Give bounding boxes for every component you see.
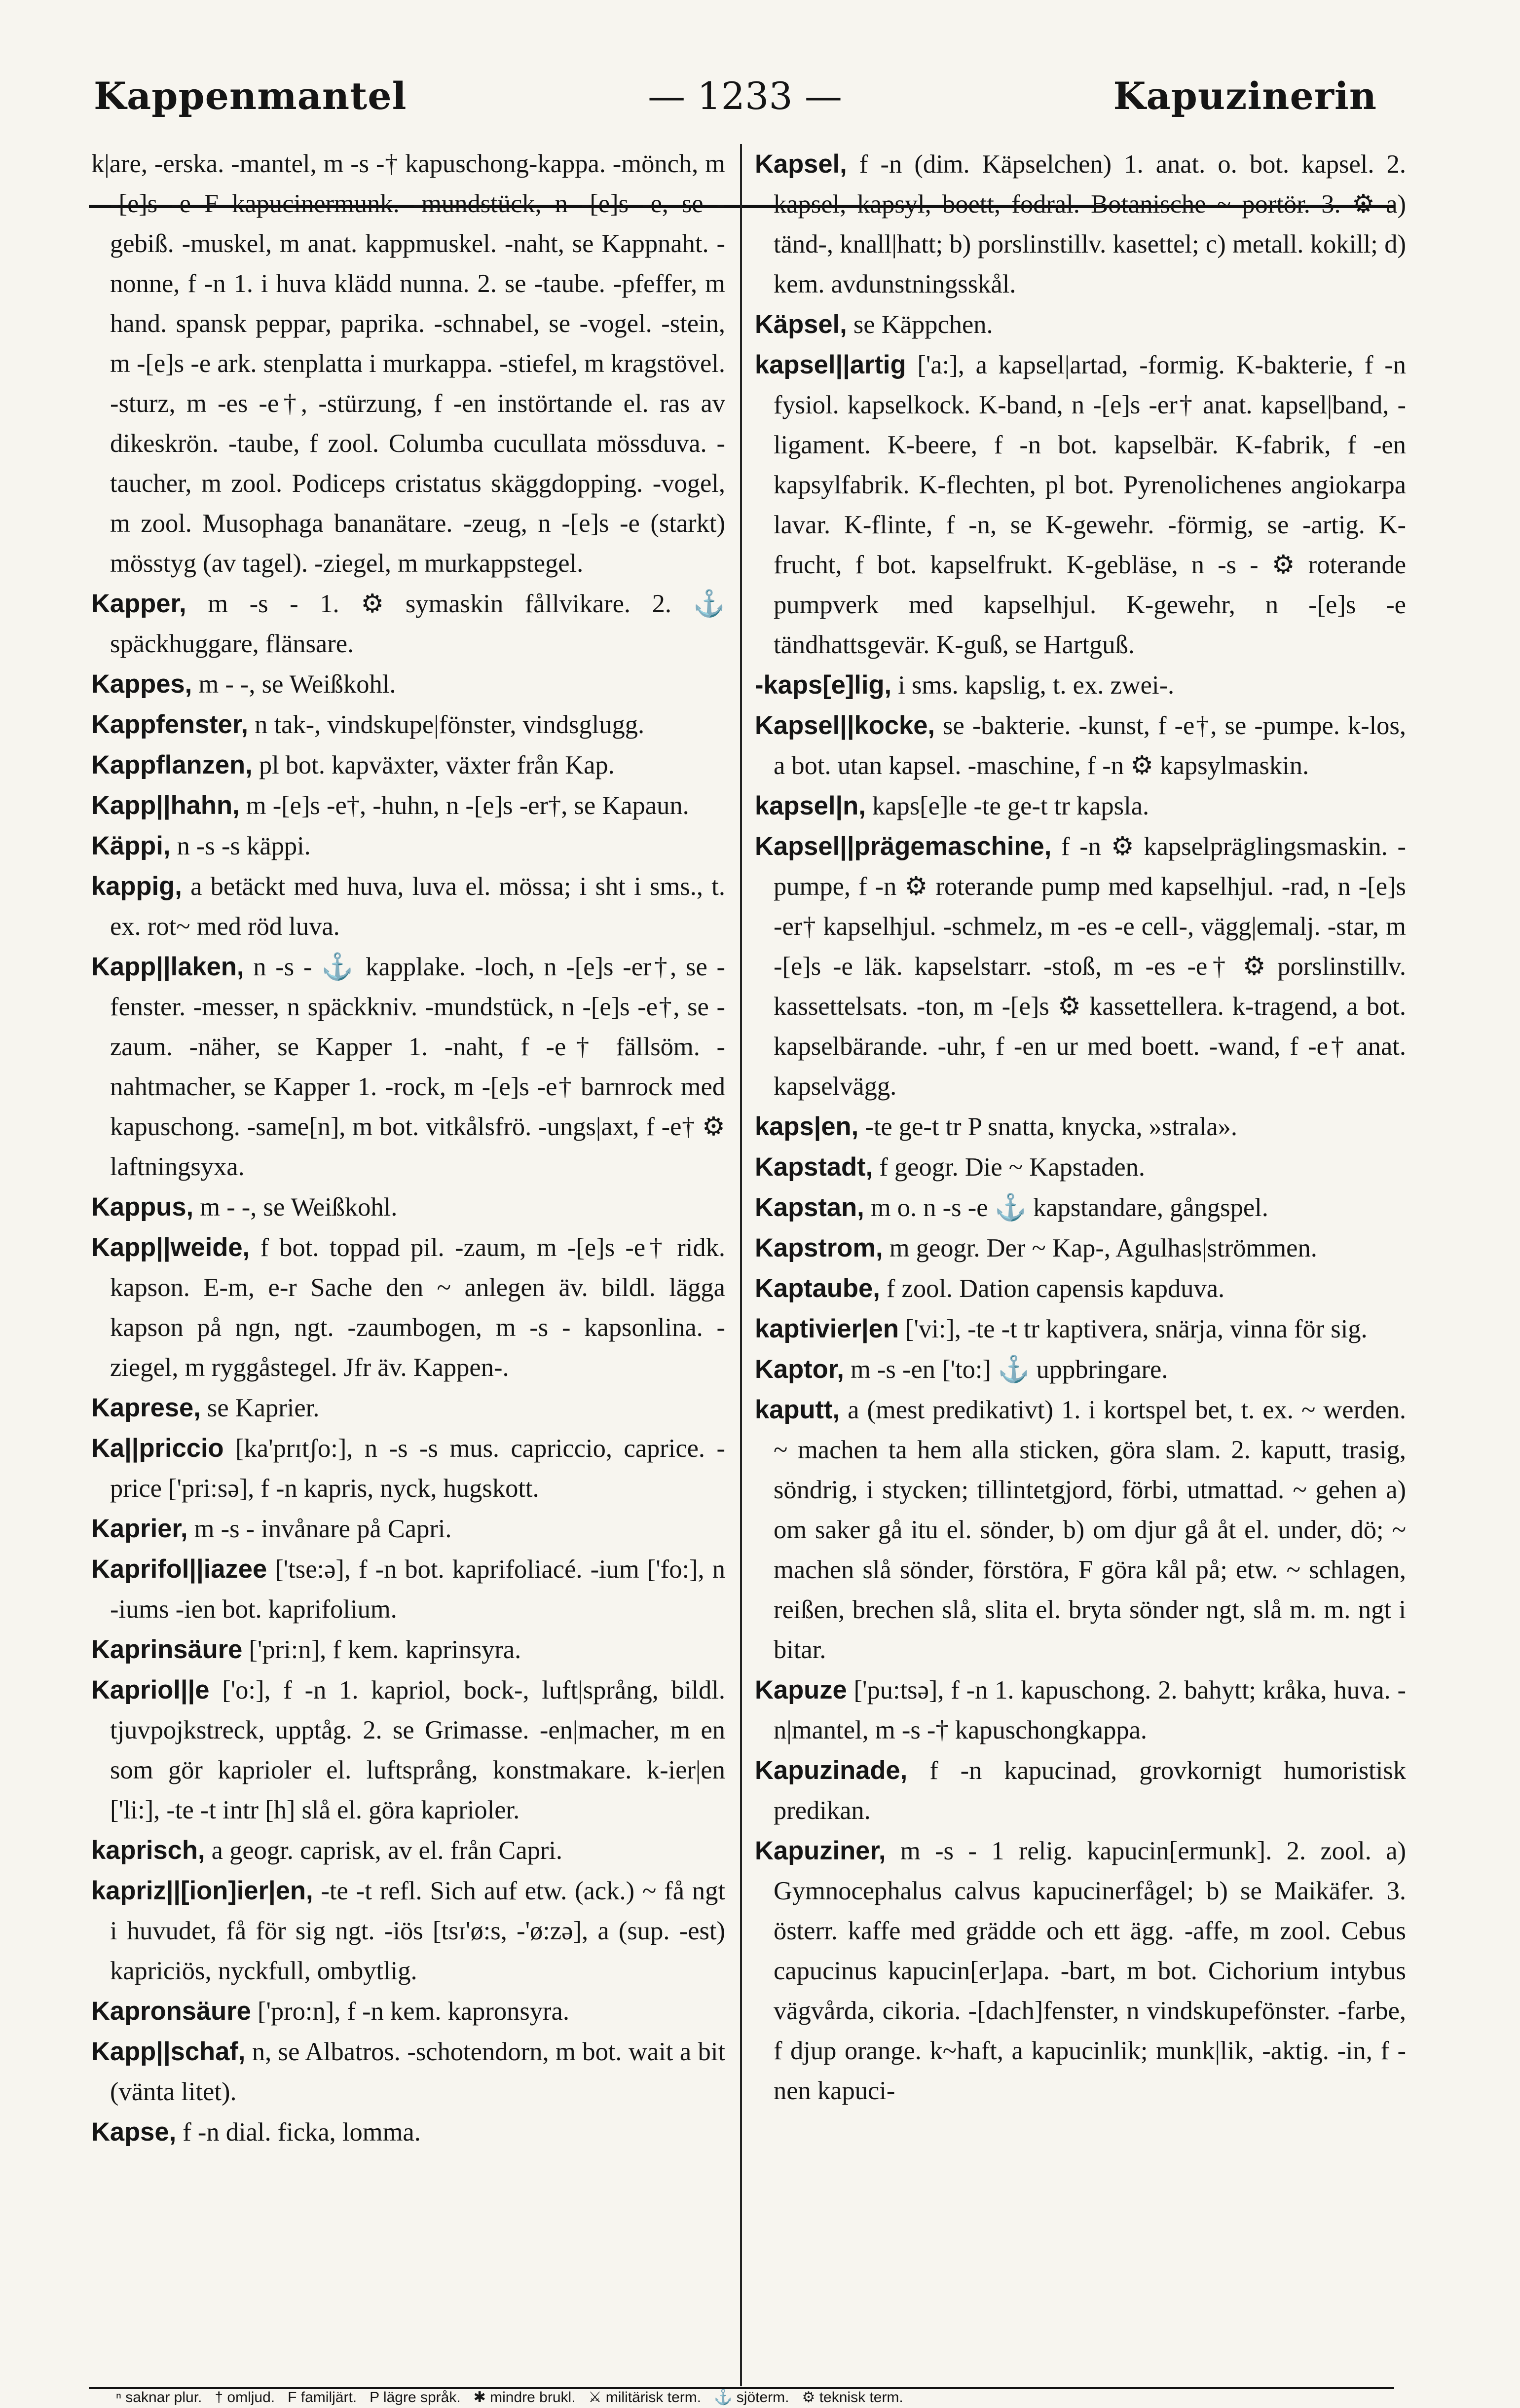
entry-headword: Kapsel, [755, 149, 847, 179]
entry-definition: m -s - 1 relig. kapucin[ermunk]. 2. zool. a) Gymnocephalus calvus kapucinerfågel; b) se Maikäfer. 3. österr. kaffe med grädde och ett ägg. -affe, m zool. Cebus capucinus kapucin[er]apa. -bart, m bot. Cichorium intybus vägvårda, cikoria. -[dach]fenster, n vindskupefönster. -farbe, f djup orange. k~haft, a kapucinlik; munk|lik, -aktig. -in, f -nen kapuci- [774, 1837, 1406, 2105]
legend-item: ⚔ militärisk term. [588, 2389, 702, 2406]
entry-headword: kapriz||[ion]ier|en, [91, 1876, 313, 1905]
entry-headword: Kaprifol||iazee [91, 1555, 267, 1584]
dictionary-entry [91, 1991, 725, 2032]
entry-headword: Kappflanzen, [91, 750, 253, 779]
entry-definition: m - -, se Weißkohl. [198, 670, 396, 699]
dictionary-entry [755, 1831, 1406, 2111]
entry-definition: -te -t refl. Sich auf etw. (ack.) ~ få ngt i huvudet, få för sig ngt. -iös [tsɪ'ø:s, -'ø:zə], a (sup. -est) kapriciös, nyckfull, ombytlig. [110, 1877, 725, 1985]
dictionary-entry [91, 1509, 725, 1549]
legend-item: ⁿ saknar plur. [116, 2389, 202, 2406]
dictionary-entry [91, 2112, 725, 2152]
right-column [755, 144, 1406, 2386]
entry-definition: se -bakterie. -kunst, f -e†, se -pumpe. k-los, a bot. utan kapsel. -maschine, f -n ⚙ kapsylmaskin. [774, 711, 1406, 780]
entry-definition: -te ge-t tr P snatta, knycka, »strala». [865, 1112, 1238, 1141]
dictionary-entry [91, 584, 725, 664]
legend-item: ⚓ sjöterm. [714, 2389, 789, 2406]
entry-definition: pl bot. kapväxter, växter från Kap. [259, 751, 615, 779]
entry-headword: Kapstrom, [755, 1233, 883, 1262]
dictionary-entry [91, 1830, 725, 1871]
entry-definition: i sms. kapslig, t. ex. zwei-. [898, 671, 1175, 700]
dictionary-entry [755, 826, 1406, 1107]
entry-headword: Kaprese, [91, 1393, 201, 1422]
entry-definition: m - -, se Weißkohl. [200, 1193, 398, 1222]
column-divider [740, 144, 742, 2386]
entry-headword: Kappus, [91, 1192, 194, 1222]
entry-definition: m o. n -s -e ⚓ kapstandare, gångspel. [870, 1193, 1268, 1222]
entry-headword: Kapp||schaf, [91, 2037, 246, 2066]
dictionary-entry [91, 144, 725, 584]
entry-definition: f bot. toppad pil. -zaum, m -[e]s -e† ridk. kapson. E-m, e-r Sache den ~ anlegen äv. bildl. lägga kapson på ngn, ngt. -zaumbogen, m -s - kapsonlina. -ziegel, m ryggåstegel. Jfr äv. Kappen-. [110, 1233, 725, 1382]
legend-item: P lägre språk. [370, 2389, 461, 2406]
entry-headword: Kapsel||prägemaschine, [755, 832, 1052, 861]
legend-item: ✱ mindre brukl. [473, 2389, 576, 2406]
entry-headword: Käpsel, [755, 310, 847, 339]
entry-headword: Kaptor, [755, 1355, 844, 1384]
entry-headword: Ka||priccio [91, 1434, 224, 1463]
dictionary-entry [755, 144, 1406, 304]
right-running-headword: Kapuzinerin [1113, 74, 1377, 118]
dictionary-entry [91, 826, 725, 866]
dictionary-entry [91, 1549, 725, 1630]
entry-definition: ['o:], f -n 1. kapriol, bock-, luft|språng, bildl. tjuvpojkstreck, upptåg. 2. se Grimasse. -en|macher, m en som gör kaprioler el. luftsprång, konstmakare. k-ier|en ['li:], -te -t intr [h] slå el. göra kaprioler. [110, 1676, 725, 1824]
entry-headword: Kaptaube, [755, 1274, 880, 1303]
entry-headword: Kapstadt, [755, 1152, 873, 1182]
entry-definition: a betäckt med huva, luva el. mössa; i sht i sms., t. ex. rot~ med röd luva. [110, 872, 725, 941]
dictionary-entry [755, 345, 1406, 665]
entry-headword: Käppi, [91, 831, 171, 860]
entry-headword: kapsel||artig [755, 350, 906, 379]
entry-headword: kaptivier|en [755, 1314, 899, 1343]
dictionary-entry [91, 1630, 725, 1670]
abbreviation-legend [116, 2389, 1394, 2407]
entry-definition: [ka'prɪtʃo:], n -s -s mus. capriccio, caprice. -price ['pri:sə], f -n kapris, nyck, hugskott. [110, 1434, 725, 1503]
dictionary-entry [755, 304, 1406, 345]
dictionary-entry [755, 1187, 1406, 1228]
legend-item: ⚙ teknisk term. [802, 2389, 903, 2406]
entry-headword: Kapp||weide, [91, 1233, 250, 1262]
dictionary-entry [91, 1428, 725, 1509]
dictionary-entry [91, 866, 725, 947]
entry-definition: m -s -en ['to:] ⚓ uppbringare. [850, 1355, 1168, 1384]
dictionary-entry [755, 1670, 1406, 1750]
entry-definition: f -n dial. ficka, lomma. [183, 2118, 421, 2147]
entry-definition: m -s - 1. ⚙ symaskin fållvikare. 2. ⚓ späckhuggare, flänsare. [110, 590, 725, 658]
entry-headword: Kapuze [755, 1675, 847, 1704]
dictionary-entry [755, 1390, 1406, 1670]
dictionary-entry [755, 1268, 1406, 1309]
page-number: — 1233 — [648, 74, 842, 118]
entry-headword: Kapp||laken, [91, 952, 244, 981]
left-column [91, 144, 725, 2386]
entry-definition: n, se Albatros. -schotendorn, m bot. wait a bit (vänta litet). [110, 2038, 725, 2106]
entry-headword: kapsel|n, [755, 791, 866, 820]
entry-headword: Kapse, [91, 2117, 177, 2147]
entry-definition: m geogr. Der ~ Kap-, Agulhas|strömmen. [889, 1234, 1317, 1262]
dictionary-entry [755, 1147, 1406, 1187]
legend-item: † omljud. [215, 2389, 275, 2406]
entry-definition: f -n kapucinad, grovkornigt humoristisk predikan. [774, 1756, 1406, 1825]
entry-headword: Kapp||hahn, [91, 791, 240, 820]
dictionary-entry [91, 1388, 725, 1428]
entry-definition: m -[e]s -e†, -huhn, n -[e]s -er†, se Kapaun. [246, 791, 689, 820]
dictionary-entry [755, 1228, 1406, 1268]
entry-headword: kaprisch, [91, 1836, 205, 1865]
entry-definition: se Kaprier. [207, 1394, 320, 1422]
dictionary-entry [755, 1107, 1406, 1147]
dictionary-entry [755, 1349, 1406, 1390]
dictionary-entry [91, 1187, 725, 1227]
entry-definition: f -n ⚙ kapselpräglingsmaskin. -pumpe, f -n ⚙ roterande pump med kapselhjul. -rad, n -[e]s -er† kapselhjul. -schmelz, m -es -e cell-, vägg|emalj. -star, m -[e]s -e läk. kapselstarr. -stoß, m -es -e† ⚙ porslinstillv. kassettelsats. -ton, m -[e]s ⚙ kassettellera. k-tragend, a bot. kapselbärande. -uhr, f -en ur med boett. -wand, f -e† anat. kapselvägg. [774, 832, 1406, 1101]
dictionary-entry [91, 1871, 725, 1991]
dictionary-entry [91, 947, 725, 1187]
entry-headword: Kapstan, [755, 1193, 864, 1222]
entry-definition: ['a:], a kapsel|artad, -formig. K-bakterie, f -n fysiol. kapselkock. K-band, n -[e]s -er† anat. kapsel|band, -ligament. K-beere, f -n bot. kapselbär. K-fabrik, f -en kapsylfabrik. K-flechten, pl bot. Pyrenolichenes angiokarpa lavar. K-flinte, f -n, se K-gewehr. -förmig, se -artig. K-frucht, f bot. kapselfrukt. K-gebläse, n -s - ⚙ roterande pumpverk med kapselhjul. K-gewehr, n -[e]s -e tändhattsgevär. K-guß, se Hartguß. [774, 351, 1406, 659]
dictionary-entry [755, 1309, 1406, 1349]
entry-headword: kaputt, [755, 1395, 840, 1424]
entry-headword: Kappes, [91, 669, 192, 699]
entry-headword: Kapuziner, [755, 1836, 886, 1865]
entry-definition: ['tse:ə], f -n bot. kaprifoliacé. -ium ['fo:], n -iums -ien bot. kaprifolium. [110, 1555, 725, 1624]
dictionary-entry [755, 1750, 1406, 1831]
entry-definition: ['pro:n], f -n kem. kapronsyra. [257, 1997, 569, 2026]
dictionary-entry [755, 705, 1406, 786]
entry-definition: se Käppchen. [853, 310, 993, 339]
dictionary-entry [91, 785, 725, 826]
dictionary-entry [755, 665, 1406, 705]
entry-headword: kaps|en, [755, 1112, 859, 1141]
page-header [0, 74, 1520, 138]
dictionary-entry [91, 664, 725, 704]
entry-definition: ['vi:], -te -t tr kaptivera, snärja, vinna för sig. [905, 1315, 1368, 1343]
entry-definition: ['pri:n], f kem. kaprinsyra. [249, 1635, 521, 1664]
left-running-headword: Kappenmantel [94, 74, 407, 118]
entry-definition: n -s -s käppi. [177, 832, 311, 860]
entry-definition: f -n (dim. Käpselchen) 1. anat. o. bot. kapsel. 2. kapsel, kapsyl, boett, fodral. Botanische ~ portör. 3. ⚙ a) tänd-, knall|hatt; b) porslinstillv. kasettel; c) metall. kokill; d) kem. avdunstningsskål. [774, 150, 1406, 298]
entry-definition: f geogr. Die ~ Kapstaden. [879, 1153, 1145, 1182]
dictionary-entry [91, 704, 725, 745]
entry-definition: ['pu:tsə], f -n 1. kapuschong. 2. bahytt; kråka, huva. -n|mantel, m -s -† kapuschongkappa. [774, 1676, 1406, 1744]
entry-headword: Kappfenster, [91, 710, 248, 739]
entry-headword: Kapuzinade, [755, 1756, 908, 1785]
entry-definition: f zool. Dation capensis kapduva. [886, 1274, 1225, 1303]
dictionary-entry [91, 2032, 725, 2112]
entry-headword: Kapriol||e [91, 1675, 210, 1704]
dictionary-entry [755, 786, 1406, 826]
entry-headword: -kaps[e]lig, [755, 670, 892, 700]
entry-definition: m -s - invånare på Capri. [194, 1515, 452, 1543]
entry-definition: n -s - ⚓ kapplake. -loch, n -[e]s -er†, se -fenster. -messer, n späckkniv. -mundstück, n -[e]s -e†, se -zaum. -näher, se Kapper 1. -naht, f -e† fällsöm. -nahtmacher, se Kapper 1. -rock, m -[e]s -e† barnrock med kapuschong. -same[n], m bot. vitkålsfrö. -ungs|axt, f -e† ⚙ laftningsyxa. [110, 953, 725, 1181]
dictionary-entry [91, 745, 725, 785]
entry-definition: n tak-, vindskupe|fönster, vindsglugg. [255, 710, 645, 739]
entry-definition: a (mest predikativt) 1. i kortspel bet, t. ex. ~ werden. ~ machen ta hem alla sticken, göra slam. 2. kaputt, trasig, söndrig, i stycken; tillintetgjord, förbi, utmattad. ~ gehen a) om saker gå itu el. sönder, b) om djur gå åt el. under, dö; ~ machen slå sönder, förstöra, F göra kål på; etw. ~ schlagen, reißen, brechen slå, slita el. bryta sönder ngt, slå m. m. ngt i bitar. [774, 1396, 1406, 1664]
entry-headword: Kapsel||kocke, [755, 711, 935, 740]
entry-headword: kappig, [91, 872, 182, 901]
dictionary-entry [91, 1670, 725, 1830]
entry-definition: kaps[e]le -te ge-t tr kapsla. [872, 792, 1149, 820]
dictionary-entry [91, 1227, 725, 1388]
entry-headword: Kapronsäure [91, 1997, 251, 2026]
entry-definition: k|are, -erska. -mantel, m -s -† kapuschong-kappa. -mönch, m -[e]s -e F kapucinermunk. -mundstück, n -[e]s -e, se -gebiß. -muskel, m anat. kappmuskel. -naht, se Kappnaht. -nonne, f -n 1. i huva klädd nunna. 2. se -taube. -pfeffer, m hand. spansk peppar, paprika. -schnabel, se -vogel. -stein, m -[e]s -e ark. stenplatta i murkappa. -stiefel, m kragstövel. -sturz, m -es -e†, -stürzung, f -en instörtande el. ras av dikeskrön. -taube, f zool. Columba cucullata mössduva. -taucher, m zool. Podiceps cristatus skäggdopping. -vogel, m zool. Musophaga bananätare. -zeug, n -[e]s -e (starkt) mösstyg (av tagel). -ziegel, m murkappstegel. [91, 149, 725, 578]
entry-headword: Kapper, [91, 589, 186, 618]
legend-item: F familjärt. [288, 2389, 357, 2406]
entry-headword: Kaprinsäure [91, 1635, 243, 1664]
entry-definition: a geogr. caprisk, av el. från Capri. [211, 1836, 563, 1865]
entry-headword: Kaprier, [91, 1514, 188, 1543]
